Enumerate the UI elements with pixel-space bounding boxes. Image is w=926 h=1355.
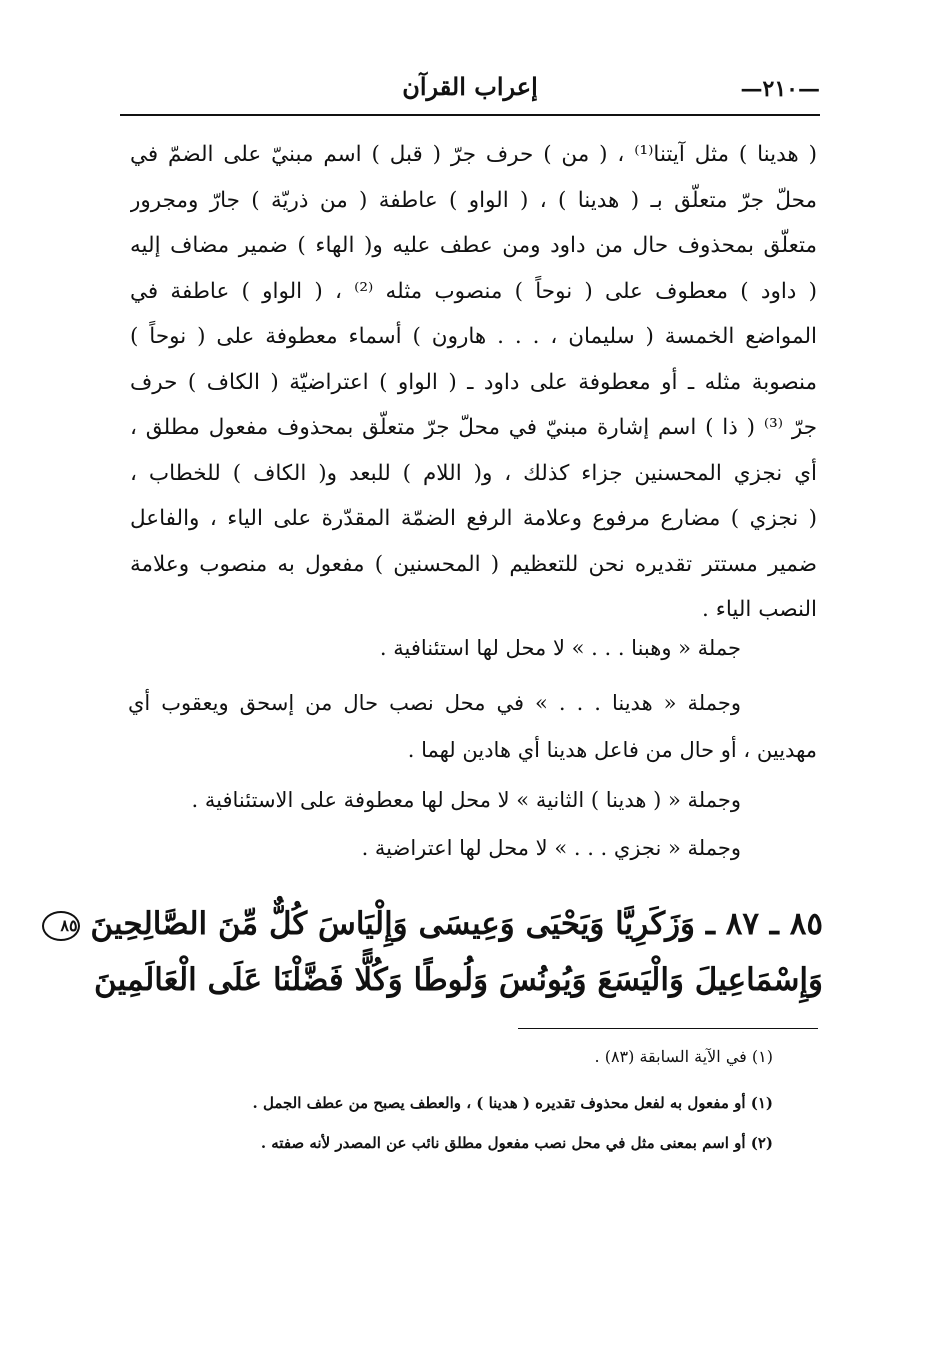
paragraph-line: منصوبة مثله ـ أو معطوفة على داود ـ ( الواو ) اعتراضيّة ( الكاف ) حرف	[130, 369, 817, 395]
footnote-divider	[518, 1028, 818, 1029]
paragraph-line: ( داود ) معطوف على ( نوحاً ) منصوب مثله ⁽²⁾ ، ( الواو ) عاطفة في	[130, 278, 817, 304]
paragraph-line: محلّ جرّ متعلّق بـ ( هدينا ) ، ( الواو ) عاطفة ( من ذريّة ) جارّ ومجرور	[130, 187, 817, 213]
footnote: (١) في الآية السابقة (٨٣) .	[594, 1047, 773, 1066]
paragraph-line: جرّ ⁽³⁾ ( ذا ) اسم إشارة مبنيّ في محلّ جرّ متعلّق بمحذوف مفعول مطلق ،	[130, 415, 817, 440]
paragraph-line: ( هدينا ) مثل آيتنا⁽¹⁾ ، ( من ) حرف جرّ ( قبل ) اسم مبنيّ على الضمّ في	[130, 142, 817, 167]
page-number: —٢١٠—	[740, 76, 820, 102]
page-header	[120, 70, 820, 110]
verse-number: ٨٥ ـ ٨٧ ـ	[705, 906, 823, 942]
paragraph-line: متعلّق بمحذوف حال من داود ومن عطف عليه و( الهاء ) ضمير مضاف إليه	[130, 233, 817, 258]
paragraph-line: المواضع الخمسة ( سليمان ، . . . هارون ) أسماء معطوفة على ( نوحاً )	[130, 324, 817, 349]
ayah-end-marker: ٨٥	[42, 911, 80, 941]
footnote: (١) أو مفعول به لفعل محذوف تقديره ( هدينا ) ، والعطف يصبح من عطف الجمل .	[252, 1094, 773, 1112]
running-title: إعراب القرآن	[402, 72, 538, 101]
sentence-note: وجملة « ( هدينا ) الثانية » لا محل لها معطوفة على الاستئنافية .	[191, 788, 741, 812]
paragraph-line: ( نجزي ) مضارع مرفوع وعلامة الرفع الضمّة المقدّرة على الياء ، والفاعل	[130, 506, 817, 531]
paragraph-line: النصب الياء .	[702, 597, 817, 622]
paragraph-line: ضمير مستتر تقديره نحن للتعظيم ( المحسنين ) مفعول به منصوب وعلامة	[130, 551, 817, 577]
paragraph-line: أي نجزي المحسنين جزاء كذلك ، و( اللام ) للبعد و( الكاف ) للخطاب ،	[130, 460, 817, 486]
footnote: (٢) أو اسم بمعنى مثل في محل نصب مفعول مطلق نائب عن المصدر لأنه صفته .	[260, 1134, 773, 1152]
parsing-paragraph	[130, 132, 817, 633]
verse-text: وَزَكَرِيَّا وَيَحْيَى وَعِيسَى وَإِلْيَاسَ كُلٌّ مِّنَ الصَّالِحِينَ	[90, 906, 696, 942]
sentence-note: مهديين ، أو حال من فاعل هدينا أي هادين لهما .	[407, 738, 817, 762]
sentence-note: جملة « وهبنا . . . » لا محل لها استئنافية .	[379, 636, 741, 660]
quran-verse-line-1	[60, 896, 823, 952]
header-divider	[120, 114, 820, 116]
verse-text: وَإِسْمَاعِيلَ وَالْيَسَعَ وَيُونُسَ وَلُوطًا وَكُلًّا فَضَّلْنَا عَلَى الْعَالَمِينَ	[93, 962, 823, 998]
sentence-note: وجملة « هدينا . . . » في محل نصب حال من إسحق ويعقوب أي	[128, 691, 741, 715]
quran-verse-line-2	[93, 952, 823, 1008]
sentence-note: وجملة « نجزي . . . » لا محل لها اعتراضية .	[361, 836, 741, 860]
